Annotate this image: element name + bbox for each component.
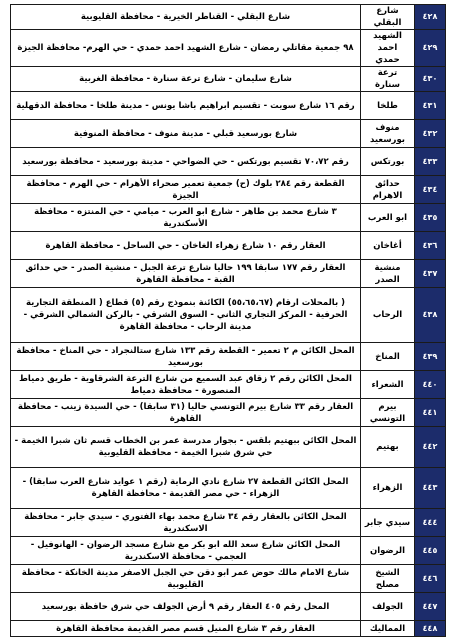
table-row <box>11 260 446 288</box>
branch-name: سيدي جابر <box>361 509 415 537</box>
branches-table <box>10 4 446 637</box>
branch-name: حدائق الاهرام <box>361 176 415 204</box>
branch-address: شارع بورسعيد قبلي - مدينة منوف - محافظة المنوفية <box>11 120 361 148</box>
branch-name: بهتيم <box>361 427 415 468</box>
branch-address: المحل الكائن رقم ٢ زقاق عبد السميع من شارع الترعة الشرقاوية - طريق دمياط المنصورة - محافظة دمياط <box>11 371 361 399</box>
table-row <box>11 427 446 468</box>
branch-address: العقار رقم ٣٣ شارع بيرم التونسي حاليا (٣١ سابقا) - حي السيدة زينب - محافظة القاهرة <box>11 399 361 427</box>
row-number: ٤٣٥ <box>415 204 446 232</box>
row-number: ٤٢٩ <box>415 30 446 67</box>
table-row <box>11 399 446 427</box>
table-row <box>11 30 446 67</box>
row-number: ٤٤٧ <box>415 593 446 621</box>
branch-name: المناخ <box>361 343 415 371</box>
table-row <box>11 343 446 371</box>
branch-name: المماليك <box>361 621 415 637</box>
branch-address: رقم ٧٠،٧٢ تقسيم بورتكس - حي الضواحي - مدينة بورسعيد - محافظة بورسعيد <box>11 148 361 176</box>
table-row <box>11 621 446 637</box>
branch-address: العقار رقم ١٠ شارع زهراء الغاخان - حي الساحل - محافظة القاهرة <box>11 232 361 260</box>
row-number: ٤٤٦ <box>415 565 446 593</box>
table-row <box>11 67 446 92</box>
row-number: ٤٣٨ <box>415 288 446 343</box>
branch-name: الزهراء <box>361 468 415 509</box>
row-number: ٤٤٠ <box>415 371 446 399</box>
row-number: ٤٤٤ <box>415 509 446 537</box>
table-row <box>11 509 446 537</box>
branch-address: المحل الكائن م ٢ تعمير - القطعة رقم ١٣٣ شارع ستالنجراد - حي المناخ - محافظة بورسعيد <box>11 343 361 371</box>
branch-name: شارع البقلي <box>361 5 415 30</box>
table-row <box>11 468 446 509</box>
branch-address: شارع الامام مالك حوض عمر ابو دقن حي الجبل الاصفر مدينة الخانكة - محافظة القليوبية <box>11 565 361 593</box>
branch-address: المحل الكائن ببهتيم بلقس - بجوار مدرسة عمر بن الخطاب قسم ثان شبرا الخيمة - حي شرق شبرا الخيمة - محافظة القليوبية <box>11 427 361 468</box>
branch-address: العقار رقم ٣ شارع المنيل قسم مصر القديمة محافظة القاهرة <box>11 621 361 637</box>
row-number: ٤٣٧ <box>415 260 446 288</box>
table-row <box>11 232 446 260</box>
table-row <box>11 120 446 148</box>
branch-address: المحل رقم ٤٠٥ العقار رقم ٩ أرض الجولف حي شرق حافظة بورسعيد <box>11 593 361 621</box>
branch-address: المحل الكائن شارع سعد الله ابو بكر مع شارع مسجد الرضوان - الهانوفيل - العجمي - محافظة الاسكندرية <box>11 537 361 565</box>
row-number: ٤٣٩ <box>415 343 446 371</box>
table-row <box>11 204 446 232</box>
branch-address: المحل الكائن بالعقار رقم ٣٤ شارع محمد بهاء الفتوري - سيدي جابر - محافظة الاسكندرية <box>11 509 361 537</box>
branch-name: الشهيد احمد حمدي <box>361 30 415 67</box>
row-number: ٤٤١ <box>415 399 446 427</box>
row-number: ٤٤٨ <box>415 621 446 637</box>
table-row <box>11 5 446 30</box>
branch-name: بيرم التونسي <box>361 399 415 427</box>
table-row <box>11 148 446 176</box>
branch-name: الرضوان <box>361 537 415 565</box>
branch-name: الجولف <box>361 593 415 621</box>
branch-name: ترعة سنارة <box>361 67 415 92</box>
row-number: ٤٢٨ <box>415 5 446 30</box>
branch-name: الشيخ مصلح <box>361 565 415 593</box>
table-row <box>11 288 446 343</box>
table-row <box>11 593 446 621</box>
row-number: ٤٣٢ <box>415 120 446 148</box>
table-row <box>11 371 446 399</box>
table-row <box>11 176 446 204</box>
branch-name: ابو العرب <box>361 204 415 232</box>
branch-address: شارع سليمان - شارع ترعة سنارة - محافظة الغربية <box>11 67 361 92</box>
row-number: ٤٣٣ <box>415 148 446 176</box>
row-number: ٤٣١ <box>415 92 446 120</box>
branch-address: ( بالمحلات ارقام (٥٥،٦٥،٦٧) الكائنة بنموذج رقم (٥) قطاع ( المنطقة التجارية الحرفية - المركز التجاري الثاني - السوق الشرقي - بالركن الشمالي الشرقي - مدينة الرحاب - محافظة القاهرة <box>11 288 361 343</box>
branch-address: ٩٨ جمعية مقاتلي رمضان - شارع الشهيد احمد حمدي - حي الهرم- محافظة الجيزة <box>11 30 361 67</box>
branch-name: الشعراء <box>361 371 415 399</box>
branch-address: ٣ شارع محمد بن طاهر - شارع ابو العرب - ميامي - حي المنتزه - محافظة الأسكندرية <box>11 204 361 232</box>
branch-name: منشية الصدر <box>361 260 415 288</box>
row-number: ٤٣٠ <box>415 67 446 92</box>
table-row <box>11 537 446 565</box>
table-row <box>11 92 446 120</box>
branch-address: العقار رقم ١٧٧ سابقا ١٩٩ حاليا شارع ترعة الجبل - منشية الصدر - حي حدائق القبة - محافظة القاهرة <box>11 260 361 288</box>
row-number: ٤٤٥ <box>415 537 446 565</box>
branch-name: الرحاب <box>361 288 415 343</box>
row-number: ٤٣٤ <box>415 176 446 204</box>
row-number: ٤٤٢ <box>415 427 446 468</box>
row-number: ٤٤٣ <box>415 468 446 509</box>
branch-address: رقم ١٦ شارع سويت - تقسيم ابراهيم باشا يونس - مدينة طلخا - محافظة الدقهلية <box>11 92 361 120</box>
branch-address: القطعة رقم ٢٨٤ بلوك (ح) جمعية تعمير صحراء الأهرام - حي الهرم - محافظة الجيزة <box>11 176 361 204</box>
branch-name: بورتكس <box>361 148 415 176</box>
branch-address: المحل الكائن القطعة ٢٧ شارع نادي الرماية (رقم ١ عوايد شارع العرب سابقا) - الزهراء - حي مصر القديمة - محافظة القاهرة <box>11 468 361 509</box>
branch-name: منوف بورسعيد <box>361 120 415 148</box>
table-row <box>11 565 446 593</box>
branch-address: شارع البقلي - القناطر الخيرية - محافظة القليوبية <box>11 5 361 30</box>
table-body <box>11 5 446 637</box>
branch-name: طلخا <box>361 92 415 120</box>
row-number: ٤٣٦ <box>415 232 446 260</box>
branch-name: أغاخان <box>361 232 415 260</box>
